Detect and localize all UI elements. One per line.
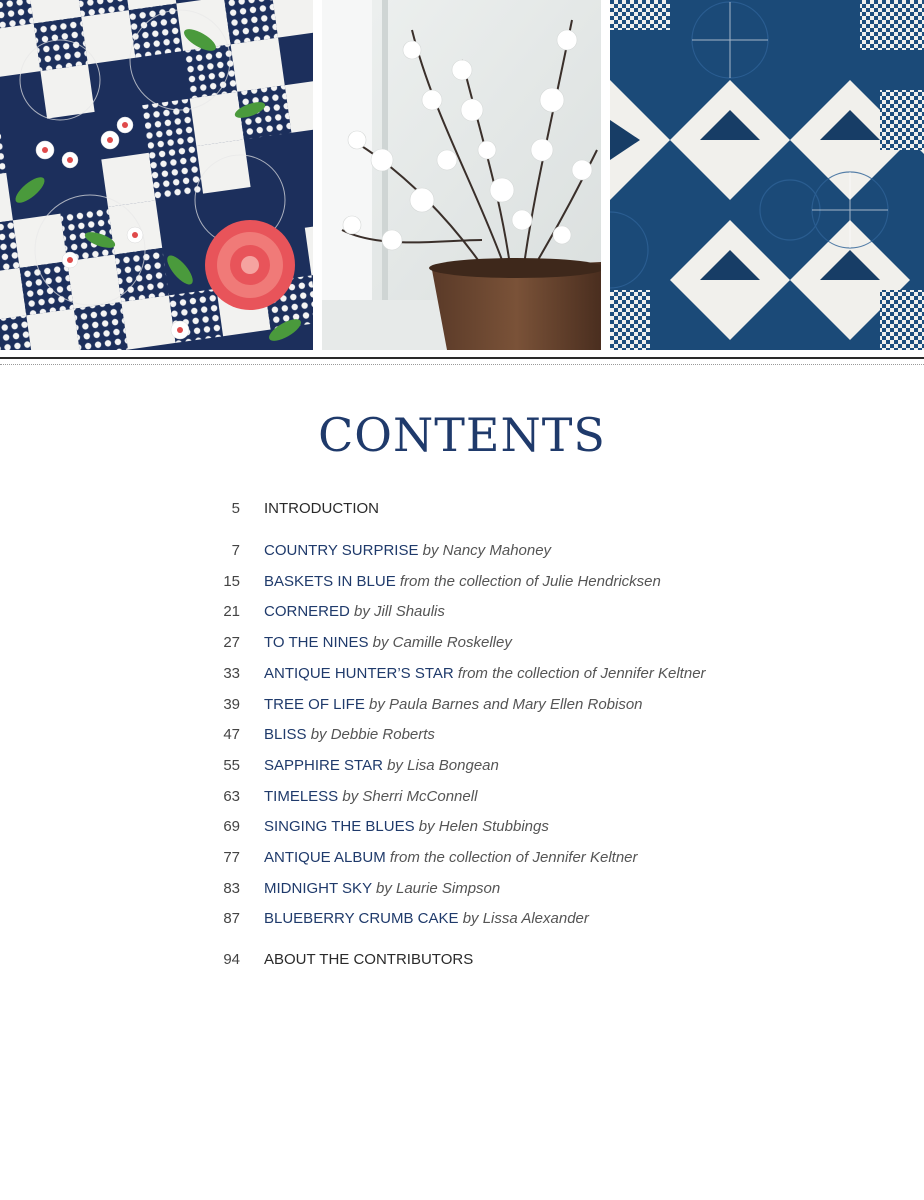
- entry-title: ABOUT THE CONTRIBUTORS: [264, 951, 474, 968]
- entry-text: [264, 753, 499, 779]
- entry-credit: by Camille Roskelley: [372, 634, 512, 652]
- entry-text: [264, 722, 435, 748]
- entry-text: [264, 538, 551, 564]
- page-number: 39: [223, 695, 240, 713]
- entry-text: [264, 876, 500, 902]
- entry-credit: by Laurie Simpson: [375, 879, 501, 897]
- nine-patch-quilt-image: [0, 0, 313, 350]
- entry-text: [264, 569, 661, 595]
- entry-text: [264, 692, 643, 718]
- page-number: 94: [223, 951, 240, 968]
- entry-name: BASKETS IN BLUE: [264, 572, 396, 590]
- entry-credit: from the collection of Jennifer Keltner: [389, 849, 638, 866]
- page-number: 5: [231, 500, 240, 517]
- header-divider: [0, 357, 924, 359]
- entry-text: [264, 845, 638, 871]
- page-number: 63: [223, 787, 240, 805]
- page-number: 83: [223, 879, 240, 897]
- photo-strip: [0, 0, 924, 350]
- entry-name: SINGING THE BLUES: [264, 818, 415, 836]
- page-number: 47: [223, 726, 240, 744]
- entry-credit: by Helen Stubbings: [418, 818, 549, 836]
- entry-text: [264, 814, 549, 840]
- entry-name: BLUEBERRY CRUMB CAKE: [264, 910, 459, 928]
- entry-name: TO THE NINES: [264, 634, 369, 652]
- page-number: 69: [223, 818, 240, 836]
- entry-name: TIMELESS: [264, 787, 339, 805]
- dotted-divider: [0, 364, 924, 365]
- entry-name: ANTIQUE HUNTER’S STAR: [264, 664, 454, 682]
- entry-text: [264, 661, 706, 687]
- entry-title: INTRODUCTION: [264, 500, 379, 517]
- hunters-star-quilt-image: [610, 0, 924, 350]
- blossom-branches-image: [322, 0, 601, 350]
- blossom-photo-middle: [322, 0, 601, 350]
- entry-name: CORNERED: [264, 603, 350, 621]
- page-number: 87: [223, 910, 240, 928]
- entry-credit: by Jill Shaulis: [354, 603, 445, 621]
- page-number: 33: [223, 664, 240, 682]
- entry-name: MIDNIGHT SKY: [264, 879, 372, 897]
- entry-text: [264, 906, 589, 932]
- page-title: CONTENTS: [318, 408, 606, 462]
- page-number: 15: [223, 572, 240, 590]
- entry-name: SAPPHIRE STAR: [264, 756, 383, 774]
- entry-name: ANTIQUE ALBUM: [264, 849, 386, 866]
- quilt-photo-left: [0, 0, 313, 350]
- entry-name: BLISS: [264, 726, 307, 744]
- entry-credit: from the collection of Julie Hendricksen: [399, 572, 661, 590]
- entry-credit: by Sherri McConnell: [342, 787, 478, 805]
- page-number: 7: [231, 542, 240, 559]
- entry-credit: by Nancy Mahoney: [422, 542, 552, 559]
- entry-text: [264, 784, 477, 810]
- page-number: 21: [223, 603, 240, 621]
- entry-credit: by Lissa Alexander: [462, 910, 589, 928]
- entry-credit: by Debbie Roberts: [310, 726, 435, 744]
- entry-credit: by Paula Barnes and Mary Ellen Robison: [369, 695, 643, 713]
- quilt-photo-right: [610, 0, 924, 350]
- entry-credit: by Lisa Bongean: [387, 756, 499, 774]
- page-number: 27: [223, 634, 240, 652]
- entry-text: [264, 630, 512, 656]
- page-number: 77: [223, 849, 240, 866]
- page-number: 55: [223, 756, 240, 774]
- entry-text: [264, 599, 445, 625]
- entry-name: COUNTRY SURPRISE: [264, 542, 419, 559]
- entry-credit: from the collection of Jennifer Keltner: [457, 664, 706, 682]
- entry-name: TREE OF LIFE: [264, 695, 365, 713]
